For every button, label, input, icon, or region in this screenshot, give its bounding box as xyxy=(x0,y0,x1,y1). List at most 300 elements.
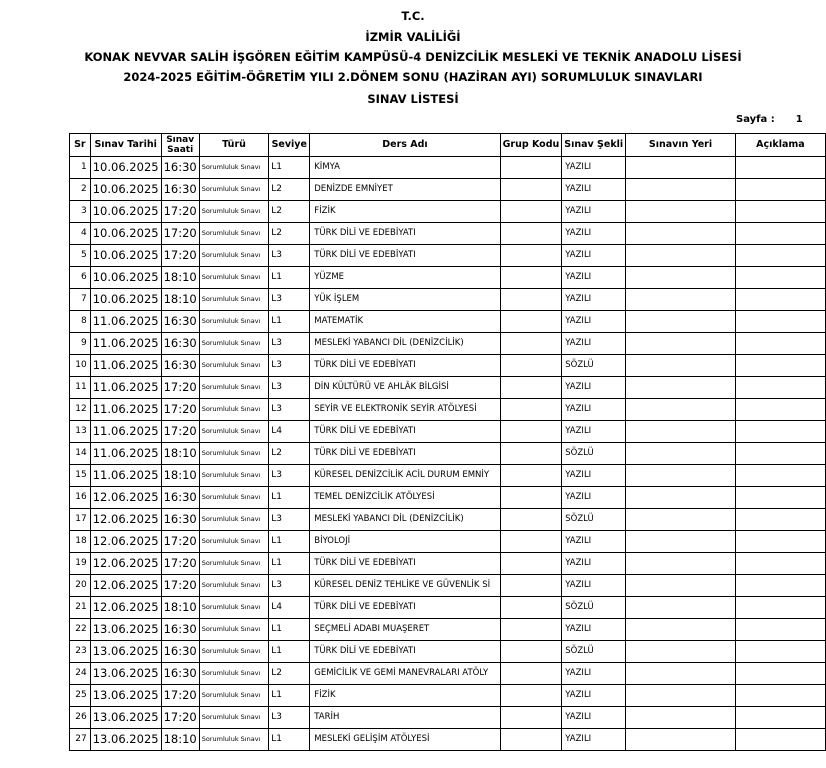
exam-date-cell: 11.06.2025 xyxy=(90,399,161,421)
exam-place-cell xyxy=(626,487,736,509)
exam-time-cell: 17:20 xyxy=(161,685,199,707)
exam-time-cell: 16:30 xyxy=(161,641,199,663)
group-code-cell xyxy=(500,729,562,751)
exam-time-cell: 16:30 xyxy=(161,487,199,509)
column-header: Ders Adı xyxy=(310,134,500,157)
group-code-cell xyxy=(500,685,562,707)
exam-time-cell: 17:20 xyxy=(161,553,199,575)
exam-place-cell xyxy=(626,641,736,663)
course-name-cell: MATEMATİK xyxy=(310,311,500,333)
exam-time-cell: 16:30 xyxy=(161,509,199,531)
group-code-cell xyxy=(500,531,562,553)
exam-form-cell: YAZILI xyxy=(562,399,626,421)
note-cell xyxy=(735,619,825,641)
exam-date-cell: 13.06.2025 xyxy=(90,663,161,685)
table-row xyxy=(70,157,826,179)
exam-place-cell xyxy=(626,597,736,619)
exam-type-cell: Sorumluluk Sınavı xyxy=(199,399,269,421)
page-label: Sayfa : xyxy=(736,114,775,125)
exam-date-cell: 10.06.2025 xyxy=(90,267,161,289)
exam-type-cell: Sorumluluk Sınavı xyxy=(199,267,269,289)
course-name-cell: TÜRK DİLİ VE EDEBİYATI xyxy=(310,421,500,443)
exam-type-cell: Sorumluluk Sınavı xyxy=(199,641,269,663)
exam-date-cell: 11.06.2025 xyxy=(90,311,161,333)
table-row xyxy=(70,443,826,465)
exam-place-cell xyxy=(626,399,736,421)
course-name-cell: MESLEKİ GELİŞİM ATÖLYESİ xyxy=(310,729,500,751)
row-number-cell: 27 xyxy=(70,729,91,751)
table-row xyxy=(70,663,826,685)
note-cell xyxy=(735,245,825,267)
exam-date-cell: 12.06.2025 xyxy=(90,531,161,553)
row-number-cell: 22 xyxy=(70,619,91,641)
row-number-cell: 23 xyxy=(70,641,91,663)
exam-place-cell xyxy=(626,157,736,179)
table-row xyxy=(70,641,826,663)
row-number-cell: 15 xyxy=(70,465,91,487)
level-cell: L3 xyxy=(269,377,310,399)
exam-date-cell: 12.06.2025 xyxy=(90,487,161,509)
exam-place-cell xyxy=(626,465,736,487)
note-cell xyxy=(735,377,825,399)
exam-place-cell xyxy=(626,663,736,685)
exam-date-cell: 12.06.2025 xyxy=(90,597,161,619)
exam-form-cell: YAZILI xyxy=(562,311,626,333)
exam-time-cell: 17:20 xyxy=(161,707,199,729)
exam-period-title: 2024-2025 EĞİTİM-ÖĞRETİM YILI 2.DÖNEM SONU (HAZİRAN AYI) SORUMLULUK SINAVLARI xyxy=(123,70,703,84)
row-number-cell: 20 xyxy=(70,575,91,597)
table-row xyxy=(70,597,826,619)
exam-place-cell xyxy=(626,201,736,223)
level-cell: L3 xyxy=(269,245,310,267)
group-code-cell xyxy=(500,201,562,223)
exam-form-cell: YAZILI xyxy=(562,707,626,729)
group-code-cell xyxy=(500,465,562,487)
exam-place-cell xyxy=(626,223,736,245)
table-row xyxy=(70,421,826,443)
exam-date-cell: 13.06.2025 xyxy=(90,641,161,663)
row-number-cell: 25 xyxy=(70,685,91,707)
note-cell xyxy=(735,267,825,289)
group-code-cell xyxy=(500,333,562,355)
row-number-cell: 11 xyxy=(70,377,91,399)
course-name-cell: BİYOLOJİ xyxy=(310,531,500,553)
course-name-cell: MESLEKİ YABANCI DİL (DENİZCİLİK) xyxy=(310,333,500,355)
course-name-cell: TARİH xyxy=(310,707,500,729)
exam-form-cell: YAZILI xyxy=(562,575,626,597)
course-name-cell: KİMYA xyxy=(310,157,500,179)
exam-form-cell: SÖZLÜ xyxy=(562,641,626,663)
exam-time-cell: 18:10 xyxy=(161,597,199,619)
exam-date-cell: 10.06.2025 xyxy=(90,179,161,201)
group-code-cell xyxy=(500,597,562,619)
note-cell xyxy=(735,553,825,575)
exam-type-cell: Sorumluluk Sınavı xyxy=(199,597,269,619)
exam-place-cell xyxy=(626,377,736,399)
exam-type-cell: Sorumluluk Sınavı xyxy=(199,443,269,465)
note-cell xyxy=(735,641,825,663)
exam-date-cell: 13.06.2025 xyxy=(90,707,161,729)
exam-type-cell: Sorumluluk Sınavı xyxy=(199,223,269,245)
table-row xyxy=(70,553,826,575)
level-cell: L1 xyxy=(269,685,310,707)
exam-place-cell xyxy=(626,575,736,597)
page-number: 1 xyxy=(795,114,803,125)
row-number-cell: 1 xyxy=(70,157,91,179)
exam-date-cell: 10.06.2025 xyxy=(90,223,161,245)
exam-place-cell xyxy=(626,443,736,465)
row-number-cell: 4 xyxy=(70,223,91,245)
column-header: Türü xyxy=(199,134,269,157)
row-number-cell: 24 xyxy=(70,663,91,685)
exam-place-cell xyxy=(626,619,736,641)
level-cell: L4 xyxy=(269,597,310,619)
level-cell: L2 xyxy=(269,201,310,223)
row-number-cell: 16 xyxy=(70,487,91,509)
group-code-cell xyxy=(500,245,562,267)
exam-form-cell: SÖZLÜ xyxy=(562,597,626,619)
row-number-cell: 14 xyxy=(70,443,91,465)
exam-time-cell: 18:10 xyxy=(161,289,199,311)
exam-type-cell: Sorumluluk Sınavı xyxy=(199,619,269,641)
row-number-cell: 5 xyxy=(70,245,91,267)
exam-place-cell xyxy=(626,245,736,267)
exam-type-cell: Sorumluluk Sınavı xyxy=(199,311,269,333)
exam-time-cell: 17:20 xyxy=(161,421,199,443)
row-number-cell: 19 xyxy=(70,553,91,575)
exam-date-cell: 13.06.2025 xyxy=(90,619,161,641)
course-name-cell: TÜRK DİLİ VE EDEBİYATI xyxy=(310,553,500,575)
exam-date-cell: 11.06.2025 xyxy=(90,355,161,377)
exam-date-cell: 10.06.2025 xyxy=(90,289,161,311)
exam-place-cell xyxy=(626,531,736,553)
exam-time-cell: 18:10 xyxy=(161,465,199,487)
exam-time-cell: 18:10 xyxy=(161,729,199,751)
exam-type-cell: Sorumluluk Sınavı xyxy=(199,575,269,597)
table-row xyxy=(70,685,826,707)
note-cell xyxy=(735,663,825,685)
exam-date-cell: 13.06.2025 xyxy=(90,685,161,707)
exam-type-cell: Sorumluluk Sınavı xyxy=(199,289,269,311)
exam-form-cell: YAZILI xyxy=(562,619,626,641)
column-header: Sınav Şekli xyxy=(562,134,626,157)
exam-form-cell: YAZILI xyxy=(562,201,626,223)
group-code-cell xyxy=(500,575,562,597)
level-cell: L1 xyxy=(269,729,310,751)
row-number-cell: 9 xyxy=(70,333,91,355)
exam-place-cell xyxy=(626,289,736,311)
note-cell xyxy=(735,311,825,333)
group-code-cell xyxy=(500,377,562,399)
exam-form-cell: YAZILI xyxy=(562,333,626,355)
group-code-cell xyxy=(500,421,562,443)
exam-time-cell: 16:30 xyxy=(161,157,199,179)
column-header: Sınav Tarihi xyxy=(90,134,161,157)
note-cell xyxy=(735,685,825,707)
level-cell: L3 xyxy=(269,575,310,597)
table-row xyxy=(70,333,826,355)
exam-form-cell: YAZILI xyxy=(562,157,626,179)
course-name-cell: DİN KÜLTÜRÜ VE AHLÂK BİLGİSİ xyxy=(310,377,500,399)
exam-form-cell: YAZILI xyxy=(562,377,626,399)
group-code-cell xyxy=(500,707,562,729)
exam-type-cell: Sorumluluk Sınavı xyxy=(199,663,269,685)
course-name-cell: TÜRK DİLİ VE EDEBİYATI xyxy=(310,245,500,267)
column-header: Seviye xyxy=(269,134,310,157)
exam-time-cell: 16:30 xyxy=(161,619,199,641)
note-cell xyxy=(735,355,825,377)
course-name-cell: SEYİR VE ELEKTRONİK SEYİR ATÖLYESİ xyxy=(310,399,500,421)
exam-form-cell: SÖZLÜ xyxy=(562,509,626,531)
exam-place-cell xyxy=(626,267,736,289)
course-name-cell: TÜRK DİLİ VE EDEBİYATI xyxy=(310,641,500,663)
group-code-cell xyxy=(500,157,562,179)
note-cell xyxy=(735,399,825,421)
table-row xyxy=(70,289,826,311)
exam-date-cell: 11.06.2025 xyxy=(90,443,161,465)
exam-time-cell: 16:30 xyxy=(161,311,199,333)
level-cell: L1 xyxy=(269,157,310,179)
exam-type-cell: Sorumluluk Sınavı xyxy=(199,487,269,509)
exam-place-cell xyxy=(626,333,736,355)
exam-time-cell: 16:30 xyxy=(161,355,199,377)
exam-time-cell: 17:20 xyxy=(161,531,199,553)
exam-time-cell: 17:20 xyxy=(161,377,199,399)
table-header-row xyxy=(70,134,826,157)
exam-type-cell: Sorumluluk Sınavı xyxy=(199,531,269,553)
group-code-cell xyxy=(500,663,562,685)
course-name-cell: YÜZME xyxy=(310,267,500,289)
document-title: SINAV LİSTESİ xyxy=(367,92,459,106)
course-name-cell: TEMEL DENİZCİLİK ATÖLYESİ xyxy=(310,487,500,509)
course-name-cell: TÜRK DİLİ VE EDEBİYATI xyxy=(310,597,500,619)
exam-type-cell: Sorumluluk Sınavı xyxy=(199,355,269,377)
row-number-cell: 6 xyxy=(70,267,91,289)
note-cell xyxy=(735,729,825,751)
exam-place-cell xyxy=(626,421,736,443)
table-row xyxy=(70,509,826,531)
exam-date-cell: 13.06.2025 xyxy=(90,729,161,751)
note-cell xyxy=(735,443,825,465)
level-cell: L2 xyxy=(269,443,310,465)
row-number-cell: 8 xyxy=(70,311,91,333)
exam-date-cell: 10.06.2025 xyxy=(90,157,161,179)
row-number-cell: 2 xyxy=(70,179,91,201)
exam-date-cell: 12.06.2025 xyxy=(90,575,161,597)
note-cell xyxy=(735,157,825,179)
exam-time-cell: 16:30 xyxy=(161,333,199,355)
level-cell: L3 xyxy=(269,355,310,377)
exam-type-cell: Sorumluluk Sınavı xyxy=(199,245,269,267)
course-name-cell: DENİZDE EMNİYET xyxy=(310,179,500,201)
level-cell: L2 xyxy=(269,663,310,685)
exam-place-cell xyxy=(626,707,736,729)
course-name-cell: TÜRK DİLİ VE EDEBİYATI xyxy=(310,355,500,377)
course-name-cell: TÜRK DİLİ VE EDEBİYATI xyxy=(310,443,500,465)
table-row xyxy=(70,179,826,201)
row-number-cell: 21 xyxy=(70,597,91,619)
exam-form-cell: SÖZLÜ xyxy=(562,355,626,377)
row-number-cell: 12 xyxy=(70,399,91,421)
note-cell xyxy=(735,289,825,311)
group-code-cell xyxy=(500,443,562,465)
exam-type-cell: Sorumluluk Sınavı xyxy=(199,377,269,399)
exam-type-cell: Sorumluluk Sınavı xyxy=(199,553,269,575)
group-code-cell xyxy=(500,399,562,421)
course-name-cell: FİZİK xyxy=(310,201,500,223)
column-header: Sınavın Yeri xyxy=(626,134,736,157)
exam-place-cell xyxy=(626,509,736,531)
table-row xyxy=(70,245,826,267)
column-header: Sınav Saati xyxy=(161,134,199,157)
exam-place-cell xyxy=(626,355,736,377)
exam-form-cell: SÖZLÜ xyxy=(562,443,626,465)
table-row xyxy=(70,377,826,399)
course-name-cell: SEÇMELİ ADABI MUAŞERET xyxy=(310,619,500,641)
exam-form-cell: YAZILI xyxy=(562,223,626,245)
exam-date-cell: 11.06.2025 xyxy=(90,465,161,487)
group-code-cell xyxy=(500,641,562,663)
course-name-cell: TÜRK DİLİ VE EDEBİYATI xyxy=(310,223,500,245)
level-cell: L1 xyxy=(269,487,310,509)
note-cell xyxy=(735,333,825,355)
course-name-cell: KÜRESEL DENİZCİLİK ACİL DURUM EMNİY xyxy=(310,465,500,487)
table-row xyxy=(70,311,826,333)
level-cell: L3 xyxy=(269,399,310,421)
exam-type-cell: Sorumluluk Sınavı xyxy=(199,685,269,707)
note-cell xyxy=(735,509,825,531)
exam-form-cell: YAZILI xyxy=(562,421,626,443)
course-name-cell: FİZİK xyxy=(310,685,500,707)
note-cell xyxy=(735,223,825,245)
table-row xyxy=(70,619,826,641)
exam-date-cell: 10.06.2025 xyxy=(90,201,161,223)
row-number-cell: 3 xyxy=(70,201,91,223)
exam-date-cell: 11.06.2025 xyxy=(90,377,161,399)
table-row xyxy=(70,355,826,377)
page-indicator xyxy=(736,114,803,125)
course-name-cell: GEMİCİLİK VE GEMİ MANEVRALARI ATÖLY xyxy=(310,663,500,685)
level-cell: L1 xyxy=(269,619,310,641)
exam-time-cell: 17:20 xyxy=(161,245,199,267)
table-row xyxy=(70,399,826,421)
column-header: Sr xyxy=(70,134,91,157)
note-cell xyxy=(735,179,825,201)
exam-type-cell: Sorumluluk Sınavı xyxy=(199,729,269,751)
exam-place-cell xyxy=(626,685,736,707)
group-code-cell xyxy=(500,289,562,311)
table-row xyxy=(70,465,826,487)
exam-date-cell: 10.06.2025 xyxy=(90,245,161,267)
course-name-cell: KÜRESEL DENİZ TEHLİKE VE GÜVENLİK Sİ xyxy=(310,575,500,597)
note-cell xyxy=(735,597,825,619)
note-cell xyxy=(735,421,825,443)
note-cell xyxy=(735,575,825,597)
exam-form-cell: YAZILI xyxy=(562,663,626,685)
exam-place-cell xyxy=(626,179,736,201)
group-code-cell xyxy=(500,179,562,201)
table-row xyxy=(70,531,826,553)
exam-form-cell: YAZILI xyxy=(562,531,626,553)
group-code-cell xyxy=(500,311,562,333)
exam-form-cell: YAZILI xyxy=(562,267,626,289)
exam-place-cell xyxy=(626,729,736,751)
table-row xyxy=(70,201,826,223)
exam-type-cell: Sorumluluk Sınavı xyxy=(199,179,269,201)
level-cell: L2 xyxy=(269,223,310,245)
exam-date-cell: 12.06.2025 xyxy=(90,509,161,531)
exam-form-cell: YAZILI xyxy=(562,465,626,487)
exam-time-cell: 18:10 xyxy=(161,267,199,289)
exam-type-cell: Sorumluluk Sınavı xyxy=(199,333,269,355)
note-cell xyxy=(735,465,825,487)
column-header: Grup Kodu xyxy=(500,134,562,157)
group-code-cell xyxy=(500,619,562,641)
header-line-1: T.C. xyxy=(401,9,425,23)
level-cell: L3 xyxy=(269,465,310,487)
group-code-cell xyxy=(500,223,562,245)
group-code-cell xyxy=(500,355,562,377)
column-header: Açıklama xyxy=(735,134,825,157)
table-row xyxy=(70,575,826,597)
exam-form-cell: YAZILI xyxy=(562,179,626,201)
course-name-cell: MESLEKİ YABANCI DİL (DENİZCİLİK) xyxy=(310,509,500,531)
exam-type-cell: Sorumluluk Sınavı xyxy=(199,201,269,223)
note-cell xyxy=(735,707,825,729)
exam-time-cell: 17:20 xyxy=(161,201,199,223)
level-cell: L1 xyxy=(269,531,310,553)
row-number-cell: 18 xyxy=(70,531,91,553)
exam-time-cell: 18:10 xyxy=(161,443,199,465)
table-row xyxy=(70,267,826,289)
table-row xyxy=(70,487,826,509)
exam-date-cell: 12.06.2025 xyxy=(90,553,161,575)
level-cell: L3 xyxy=(269,707,310,729)
exam-form-cell: YAZILI xyxy=(562,289,626,311)
level-cell: L1 xyxy=(269,267,310,289)
exam-form-cell: YAZILI xyxy=(562,729,626,751)
group-code-cell xyxy=(500,509,562,531)
row-number-cell: 13 xyxy=(70,421,91,443)
level-cell: L3 xyxy=(269,289,310,311)
exam-time-cell: 16:30 xyxy=(161,663,199,685)
exam-form-cell: YAZILI xyxy=(562,685,626,707)
exam-form-cell: YAZILI xyxy=(562,487,626,509)
group-code-cell xyxy=(500,267,562,289)
header-line-2: İZMİR VALİLİĞİ xyxy=(365,30,461,44)
group-code-cell xyxy=(500,487,562,509)
exam-time-cell: 17:20 xyxy=(161,575,199,597)
table-row xyxy=(70,707,826,729)
table-row xyxy=(70,729,826,751)
row-number-cell: 10 xyxy=(70,355,91,377)
level-cell: L1 xyxy=(269,553,310,575)
exam-type-cell: Sorumluluk Sınavı xyxy=(199,509,269,531)
row-number-cell: 7 xyxy=(70,289,91,311)
row-number-cell: 26 xyxy=(70,707,91,729)
row-number-cell: 17 xyxy=(70,509,91,531)
level-cell: L1 xyxy=(269,311,310,333)
exam-time-cell: 17:20 xyxy=(161,223,199,245)
exam-type-cell: Sorumluluk Sınavı xyxy=(199,421,269,443)
note-cell xyxy=(735,531,825,553)
exam-table xyxy=(69,133,826,751)
exam-type-cell: Sorumluluk Sınavı xyxy=(199,465,269,487)
school-name: KONAK NEVVAR SALİH İŞGÖREN EĞİTİM KAMPÜSÜ-4 DENİZCİLİK MESLEKİ VE TEKNİK ANADOLU LİSESİ xyxy=(84,50,742,64)
exam-date-cell: 11.06.2025 xyxy=(90,421,161,443)
note-cell xyxy=(735,201,825,223)
table-row xyxy=(70,223,826,245)
